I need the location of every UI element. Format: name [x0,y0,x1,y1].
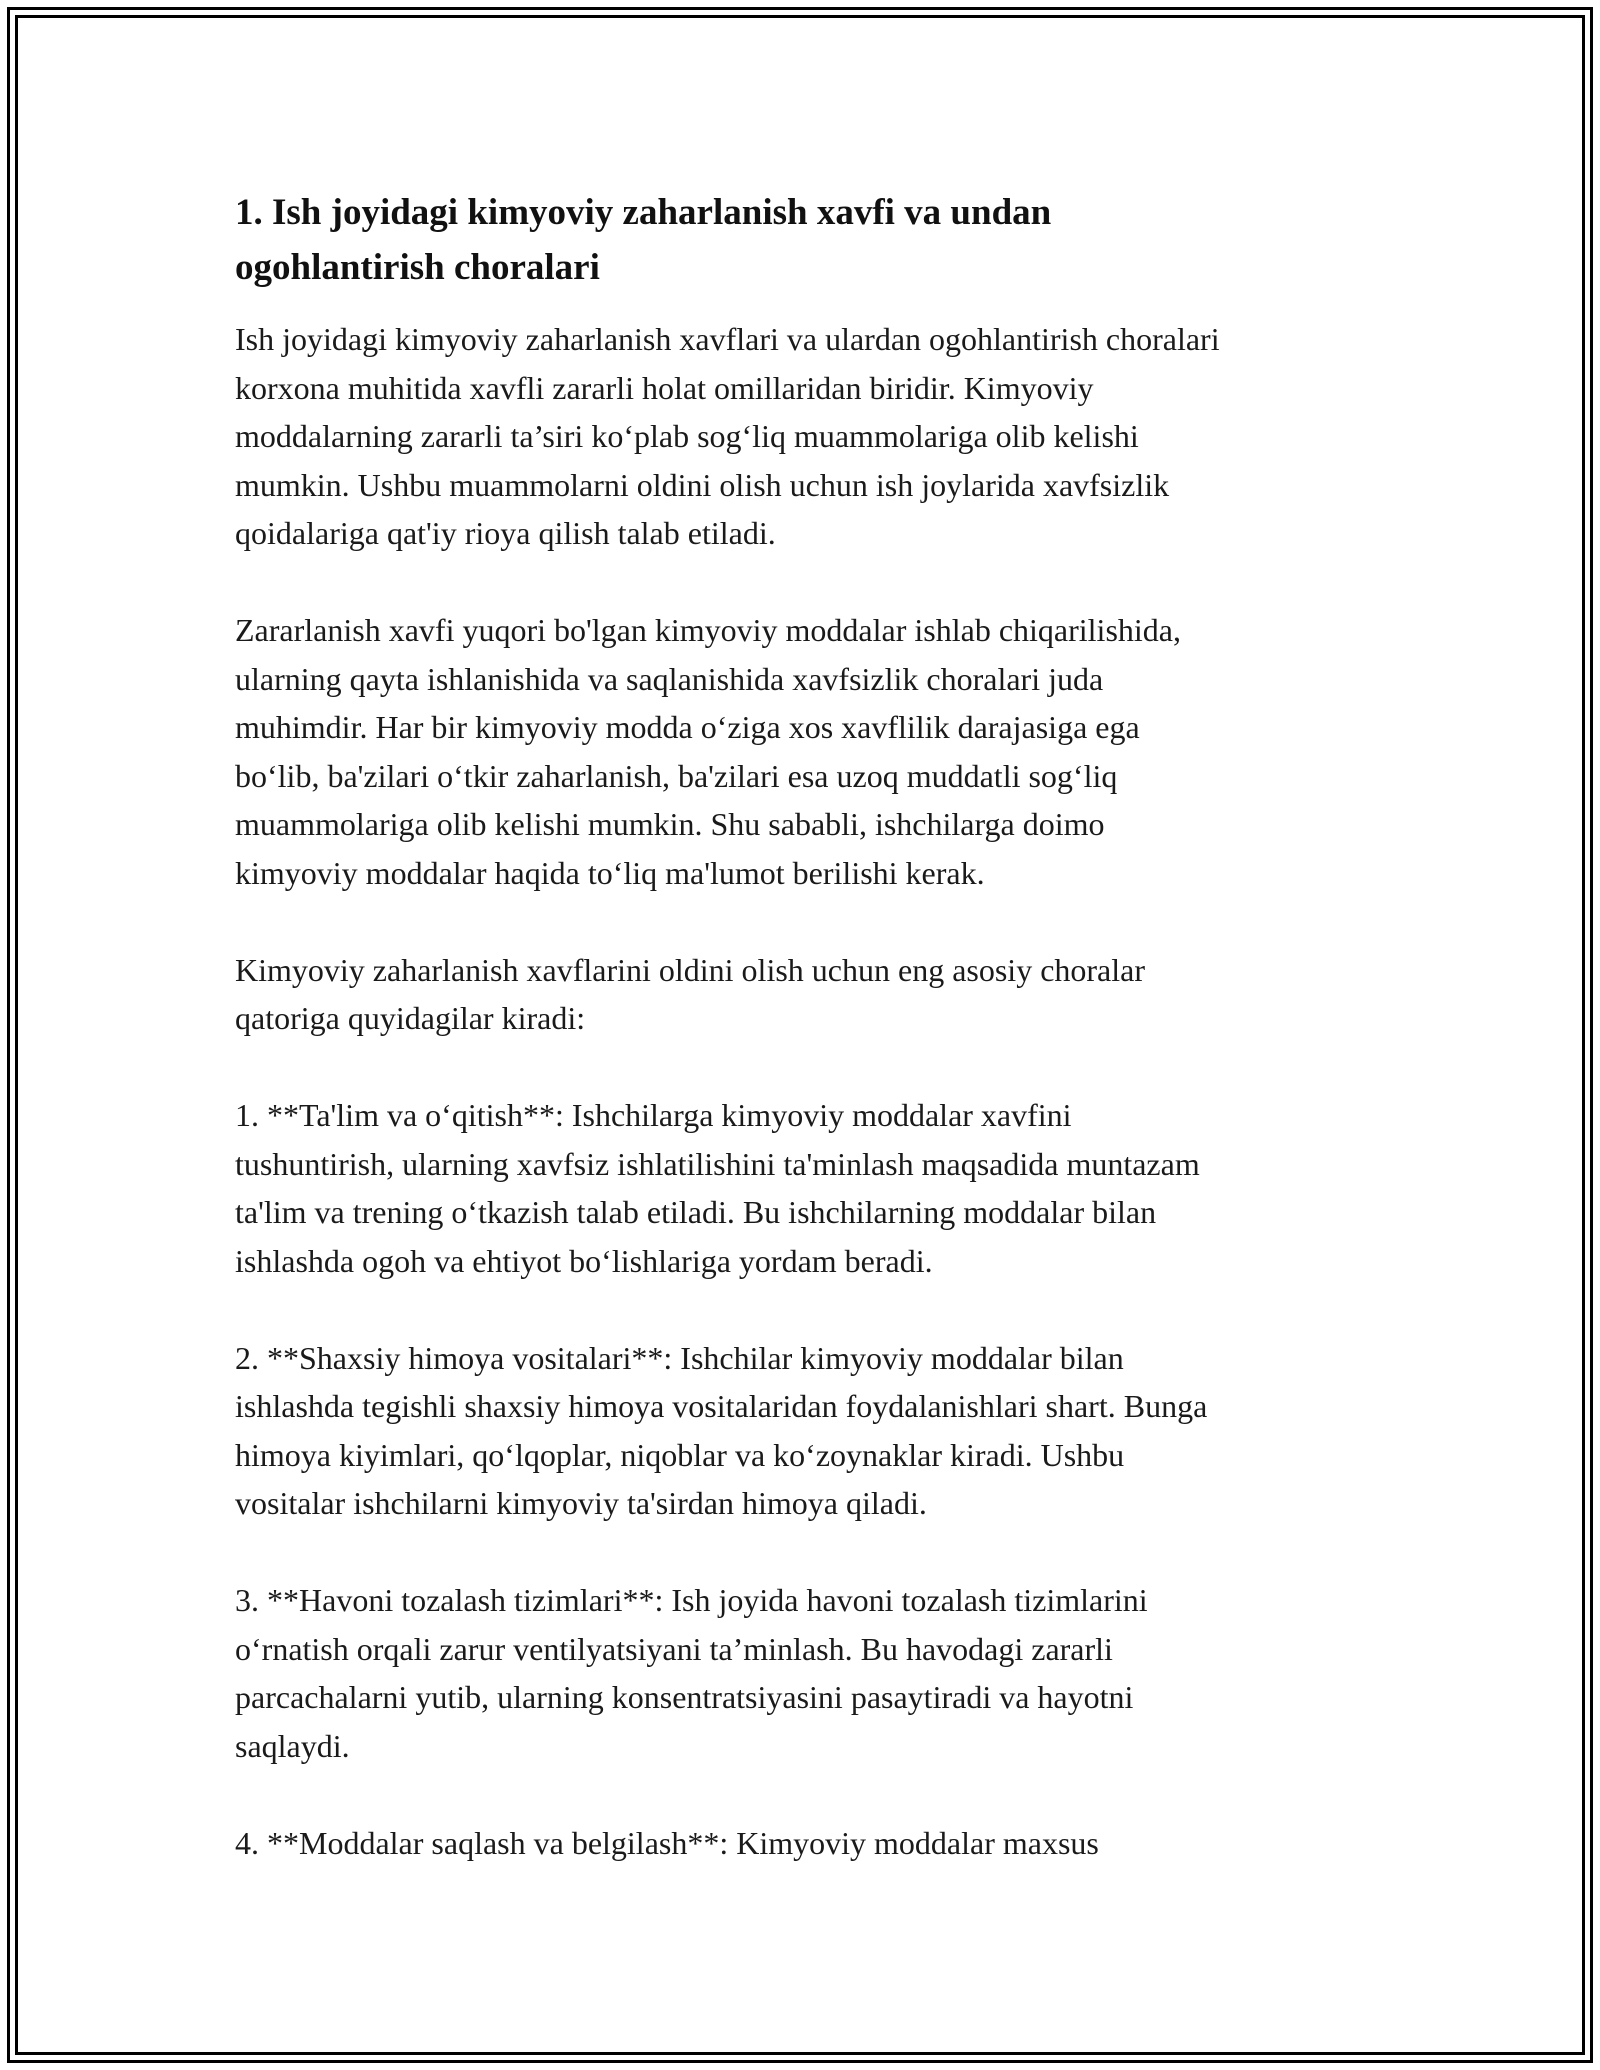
document-body [235,185,1395,1867]
paragraph-intro: Ish joyidagi kimyoviy zaharlanish xavflari va ulardan ogohlantirish choralari korxona muhitida xavfli zararli holat omillaridan biridir. Kimyoviy moddalarning zararli ta’siri ko‘plab sog‘liq muammolariga olib kelishi mumkin. Ushbu muammolarni oldini olish uchun ish joylarida xavfsizlik qoidalariga qat'iy rioya qilish talab etiladi. [235,321,1220,551]
list-item-air-cleaning: 3. **Havoni tozalash tizimlari**: Ish joyida havoni tozalash tizimlarini o‘rnatish orqali zarur ventilyatsiyani ta’minlash. Bu havodagi zararli parcachalarni yutib, ularning konsentratsiyasini pasaytiradi va hayotni saqlaydi. [235,1582,1148,1764]
list-item-protective-equipment: 2. **Shaxsiy himoya vositalari**: Ishchilar kimyoviy moddalar bilan ishlashda tegishli shaxsiy himoya vositalaridan foydalanishlari shart. Bunga himoya kiyimlari, qo‘lqoplar, niqoblar va ko‘zoynaklar kiradi. Ushbu vositalar ishchilarni kimyoviy ta'sirdan himoya qiladi. [235,1339,1208,1521]
list-item-training: 1. **Ta'lim va o‘qitish**: Ishchilarga kimyoviy moddalar xavfini tushuntirish, ularning xavfsiz ishlatilishini ta'minlash maqsadida muntazam ta'lim va trening o‘tkazish talab etiladi. Bu ishchilarning moddalar bilan ishlashda ogoh va ehtiyot bo‘lishlariga yordam beradi. [235,1097,1200,1279]
list-item-storage-labeling: 4. **Moddalar saqlash va belgilash**: Kimyoviy moddalar maxsus [235,1824,1099,1861]
paragraph-hazard: Zararlanish xavfi yuqori bo'lgan kimyoviy moddalar ishlab chiqarilishida, ularning qayta ishlanishida va saqlanishida xavfsizlik choralari juda muhimdir. Har bir kimyoviy modda o‘ziga xos xavflilik darajasiga ega bo‘lib, ba'zilari o‘tkir zaharlanish, ba'zilari esa uzoq muddatli sog‘liq muammolariga olib kelishi mumkin. Shu sababli, ishchilarga doimo kimyoviy moddalar haqida to‘liq ma'lumot berilishi kerak. [235,612,1181,891]
page-title: 1. Ish joyidagi kimyoviy zaharlanish xavfi va undan ogohlantirish choralari [235,192,1052,288]
paragraph-measures-intro: Kimyoviy zaharlanish xavflarini oldini olish uchun eng asosiy choralar qatoriga quyidagilar kiradi: [235,951,1145,1036]
